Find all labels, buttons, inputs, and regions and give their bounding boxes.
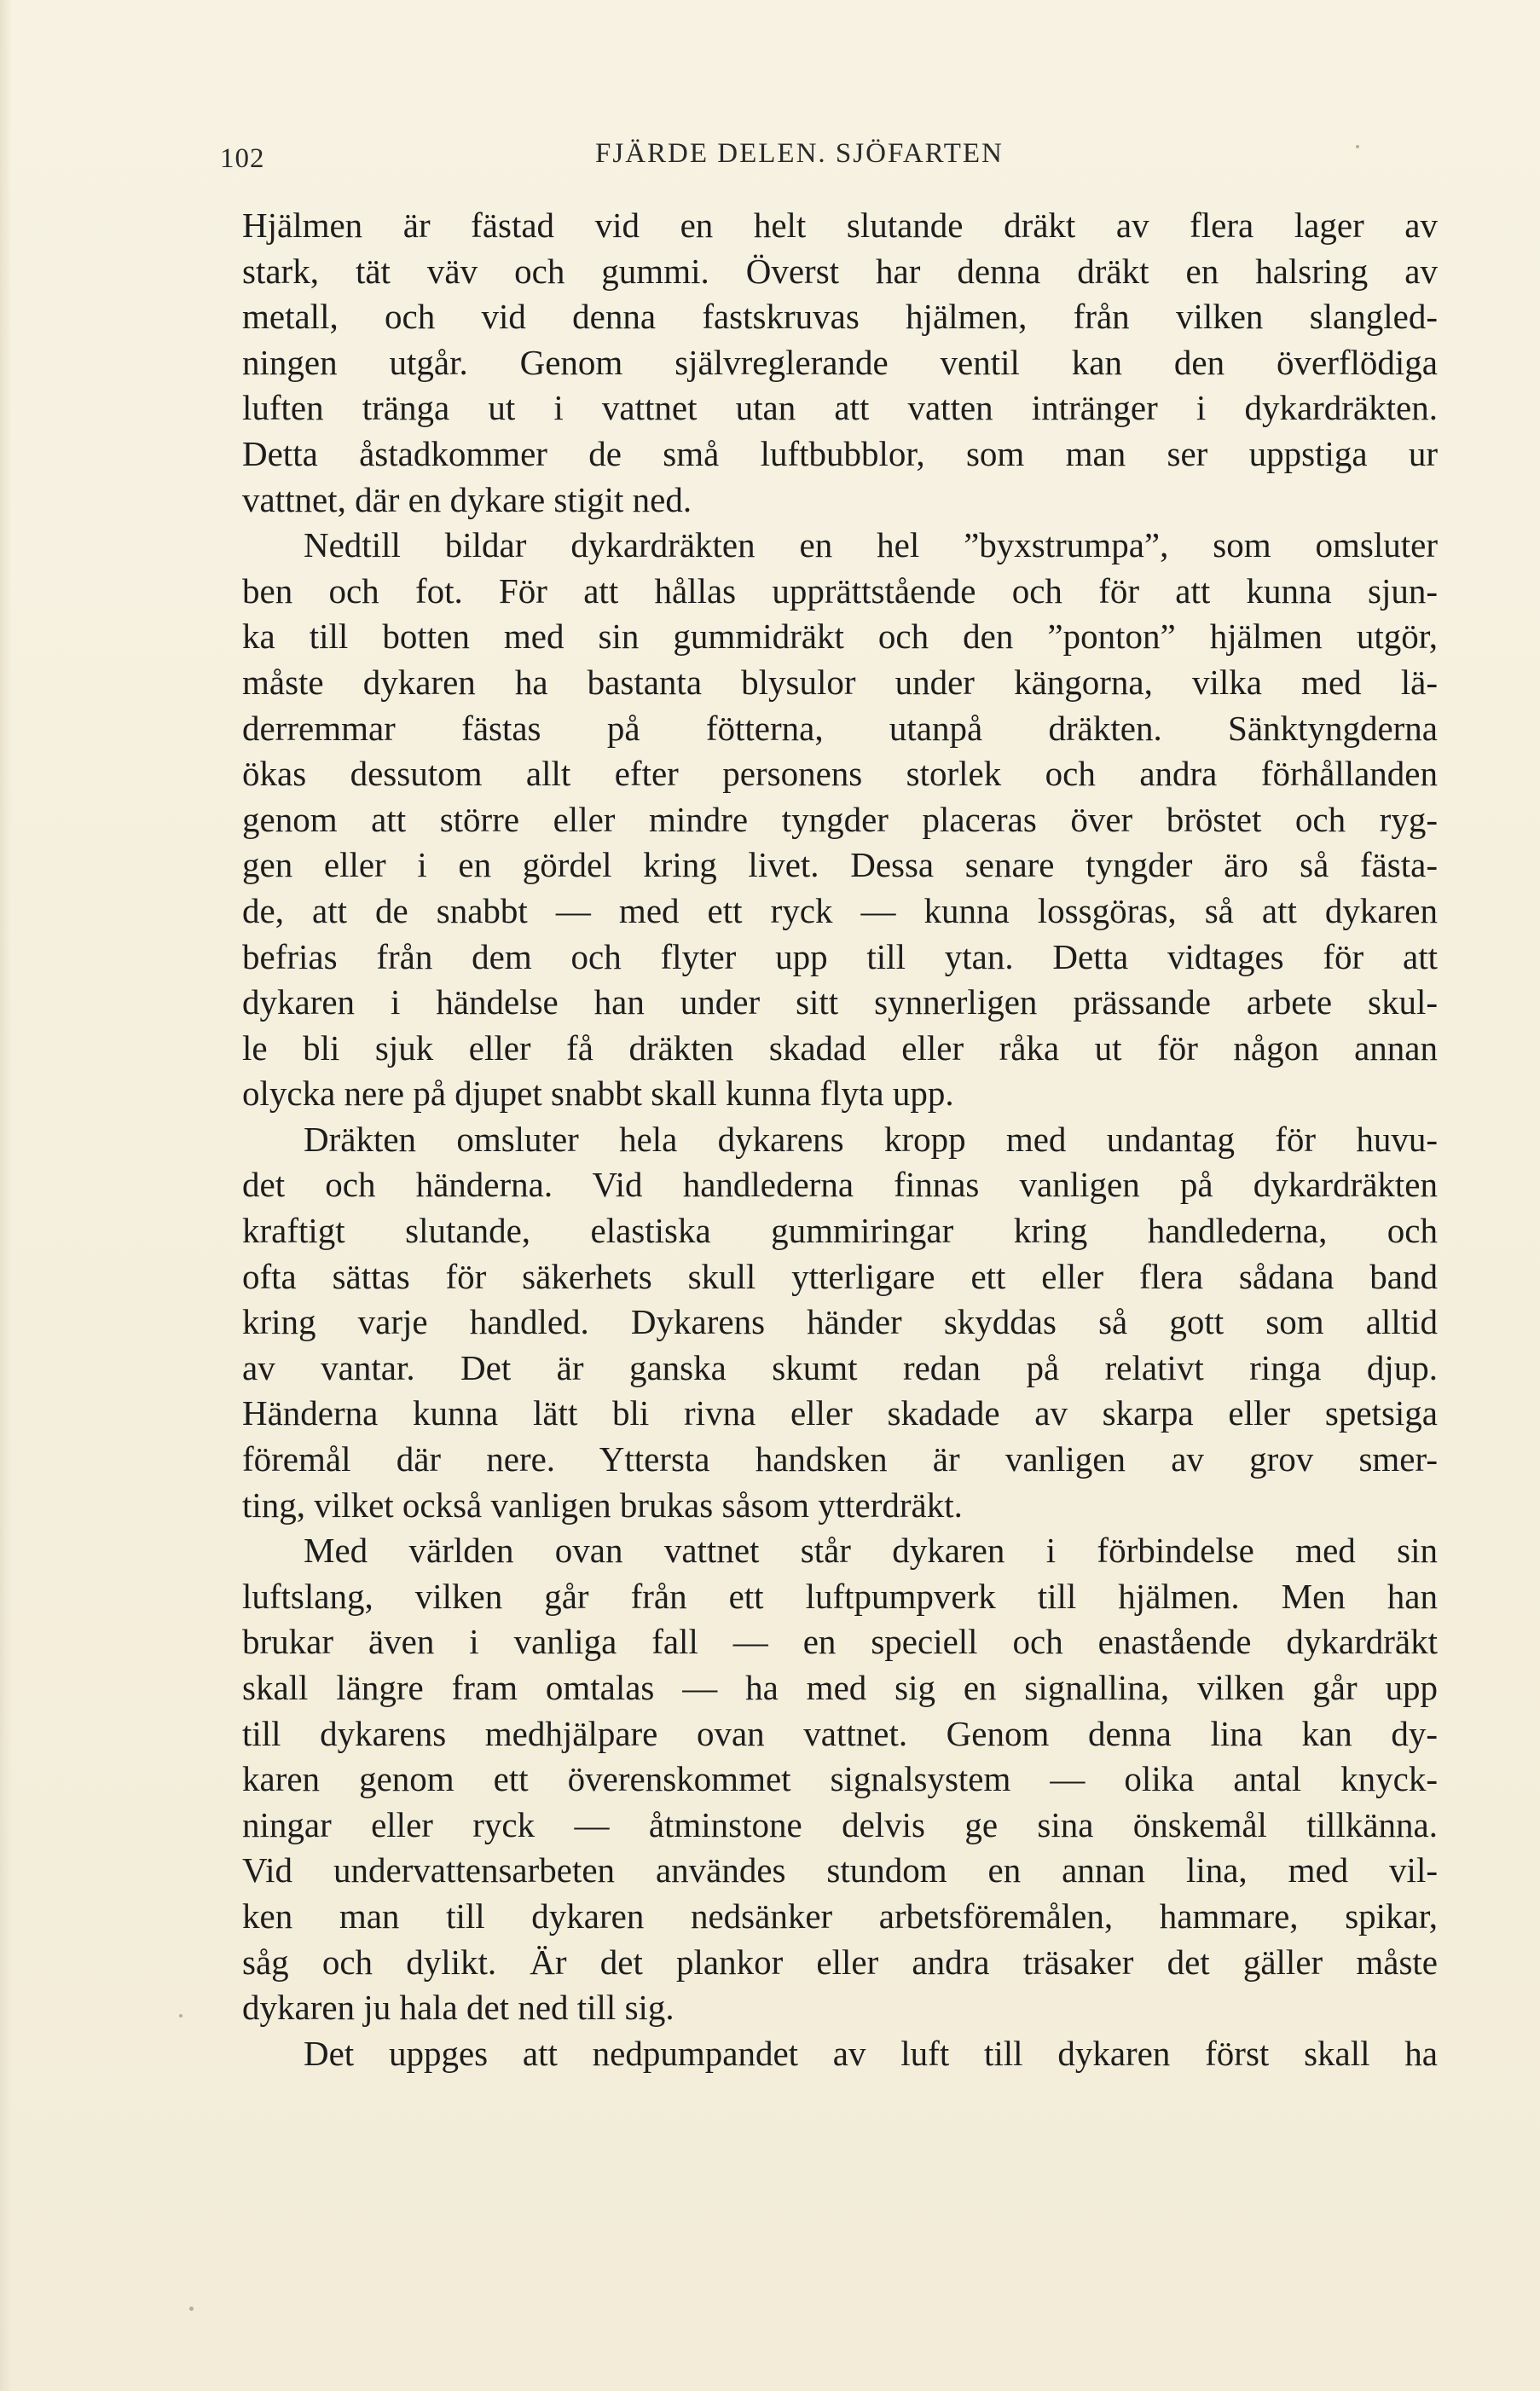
text-line: le bli sjuk eller få dräkten skadad eller råka ut för någon annan — [242, 1028, 1438, 1068]
text-line: ofta sättas för säkerhets skull ytterligare ett eller flera sådana band — [242, 1256, 1438, 1296]
text-line: ökas dessutom allt efter personens storlek och andra förhållanden — [242, 754, 1438, 794]
text-line: luftslang, vilken går från ett luftpumpverk till hjälmen. Men han — [242, 1576, 1438, 1616]
text-line: befrias från dem och flyter upp till ytan. Detta vidtages för att — [242, 936, 1438, 976]
text-line: brukar även i vanliga fall — en speciell och enastående dykardräkt — [242, 1622, 1438, 1662]
paragraph — [242, 203, 1438, 523]
text-line: ningar eller ryck — åtminstone delvis ge sina önskemål tillkänna. — [242, 1804, 1438, 1844]
text-line: det och händerna. Vid handlederna finnas vanligen på dykardräkten — [242, 1165, 1438, 1205]
text-line: Dräkten omsluter hela dykarens kropp med undantag för huvu- — [304, 1119, 1438, 1159]
text-line: ting, vilket också vanligen brukas såsom ytterdräkt. — [242, 1485, 963, 1525]
page-edge-shadow — [0, 0, 12, 2391]
paragraph — [242, 523, 1438, 1117]
paper-speck — [189, 2307, 194, 2311]
text-line: Vid undervattensarbeten användes stundom en annan lina, med vil- — [242, 1850, 1438, 1890]
text-line: de, att de snabbt — med ett ryck — kunna lossgöras, så att dykaren — [242, 890, 1438, 930]
paper-speck — [179, 2014, 182, 2018]
text-line: ken man till dykaren nedsänker arbetsföremålen, hammare, spikar, — [242, 1896, 1438, 1936]
text-line: dykaren i händelse han under sitt synnerligen prässande arbete skul- — [242, 982, 1438, 1022]
text-line: såg och dylikt. Är det plankor eller andra träsaker det gäller måste — [242, 1942, 1438, 1982]
text-line: Nedtill bildar dykardräkten en hel ”byxstrumpa”, som omsluter — [304, 525, 1438, 565]
text-line: dykaren ju hala det ned till sig. — [242, 1988, 674, 2028]
text-line: Detta åstadkommer de små luftbubblor, som man ser uppstiga ur — [242, 433, 1438, 473]
text-line: föremål där nere. Yttersta handsken är vanligen av grov smer- — [242, 1439, 1438, 1479]
text-line: derremmar fästas på fötterna, utanpå dräkten. Sänktyngderna — [242, 708, 1438, 748]
text-line: ningen utgår. Genom självreglerande ventil kan den överflödiga — [242, 342, 1438, 382]
paper-speck — [1356, 145, 1359, 148]
text-line: karen genom ett överenskommet signalsystem — olika antal knyck- — [242, 1759, 1438, 1799]
text-line: Det uppges att nedpumpandet av luft till dykaren först skall ha — [304, 2033, 1438, 2073]
paragraph — [242, 2031, 1438, 2077]
text-line: måste dykaren ha bastanta blysulor under kängorna, vilka med lä- — [242, 662, 1438, 702]
text-line: av vantar. Det är ganska skumt redan på relativt ringa djup. — [242, 1347, 1438, 1387]
paragraph — [242, 1528, 1438, 2031]
text-line: stark, tät väv och gummi. Överst har denna dräkt en halsring av — [242, 251, 1438, 291]
paragraph — [242, 1117, 1438, 1528]
text-line: metall, och vid denna fastskruvas hjälmen, från vilken slangled- — [242, 297, 1438, 337]
page-number: 102 — [220, 143, 265, 174]
text-line: Hjälmen är fästad vid en helt slutande dräkt av flera lager av — [242, 206, 1438, 245]
text-line: vattnet, där en dykare stigit ned. — [242, 479, 692, 519]
running-head: FJÄRDE DELEN. SJÖFARTEN — [595, 138, 1004, 169]
text-line: till dykarens medhjälpare ovan vattnet. Genom denna lina kan dy- — [242, 1713, 1438, 1753]
page-header — [220, 135, 1158, 177]
text-line: Händerna kunna lätt bli rivna eller skadade av skarpa eller spetsiga — [242, 1393, 1438, 1433]
body-text — [242, 203, 1438, 2076]
text-line: gen eller i en gördel kring livet. Dessa senare tyngder äro så fästa- — [242, 845, 1438, 885]
text-line: kring varje handled. Dykarens händer skyddas så gott som alltid — [242, 1302, 1438, 1342]
text-line: ben och fot. För att hållas upprättstående och för att kunna sjun- — [242, 570, 1438, 611]
text-line: kraftigt slutande, elastiska gummiringar kring handlederna, och — [242, 1211, 1438, 1251]
text-line: skall längre fram omtalas — ha med sig en signallina, vilken går upp — [242, 1668, 1438, 1707]
text-line: ka till botten med sin gummidräkt och den ”ponton” hjälmen utgör, — [242, 617, 1438, 657]
text-line: genom att större eller mindre tyngder placeras över bröstet och ryg- — [242, 799, 1438, 839]
text-line: olycka nere på djupet snabbt skall kunna flyta upp. — [242, 1074, 954, 1114]
text-line: luften tränga ut i vattnet utan att vatten intränger i dykardräkten. — [242, 388, 1438, 428]
text-line: Med världen ovan vattnet står dykaren i förbindelse med sin — [304, 1531, 1438, 1571]
